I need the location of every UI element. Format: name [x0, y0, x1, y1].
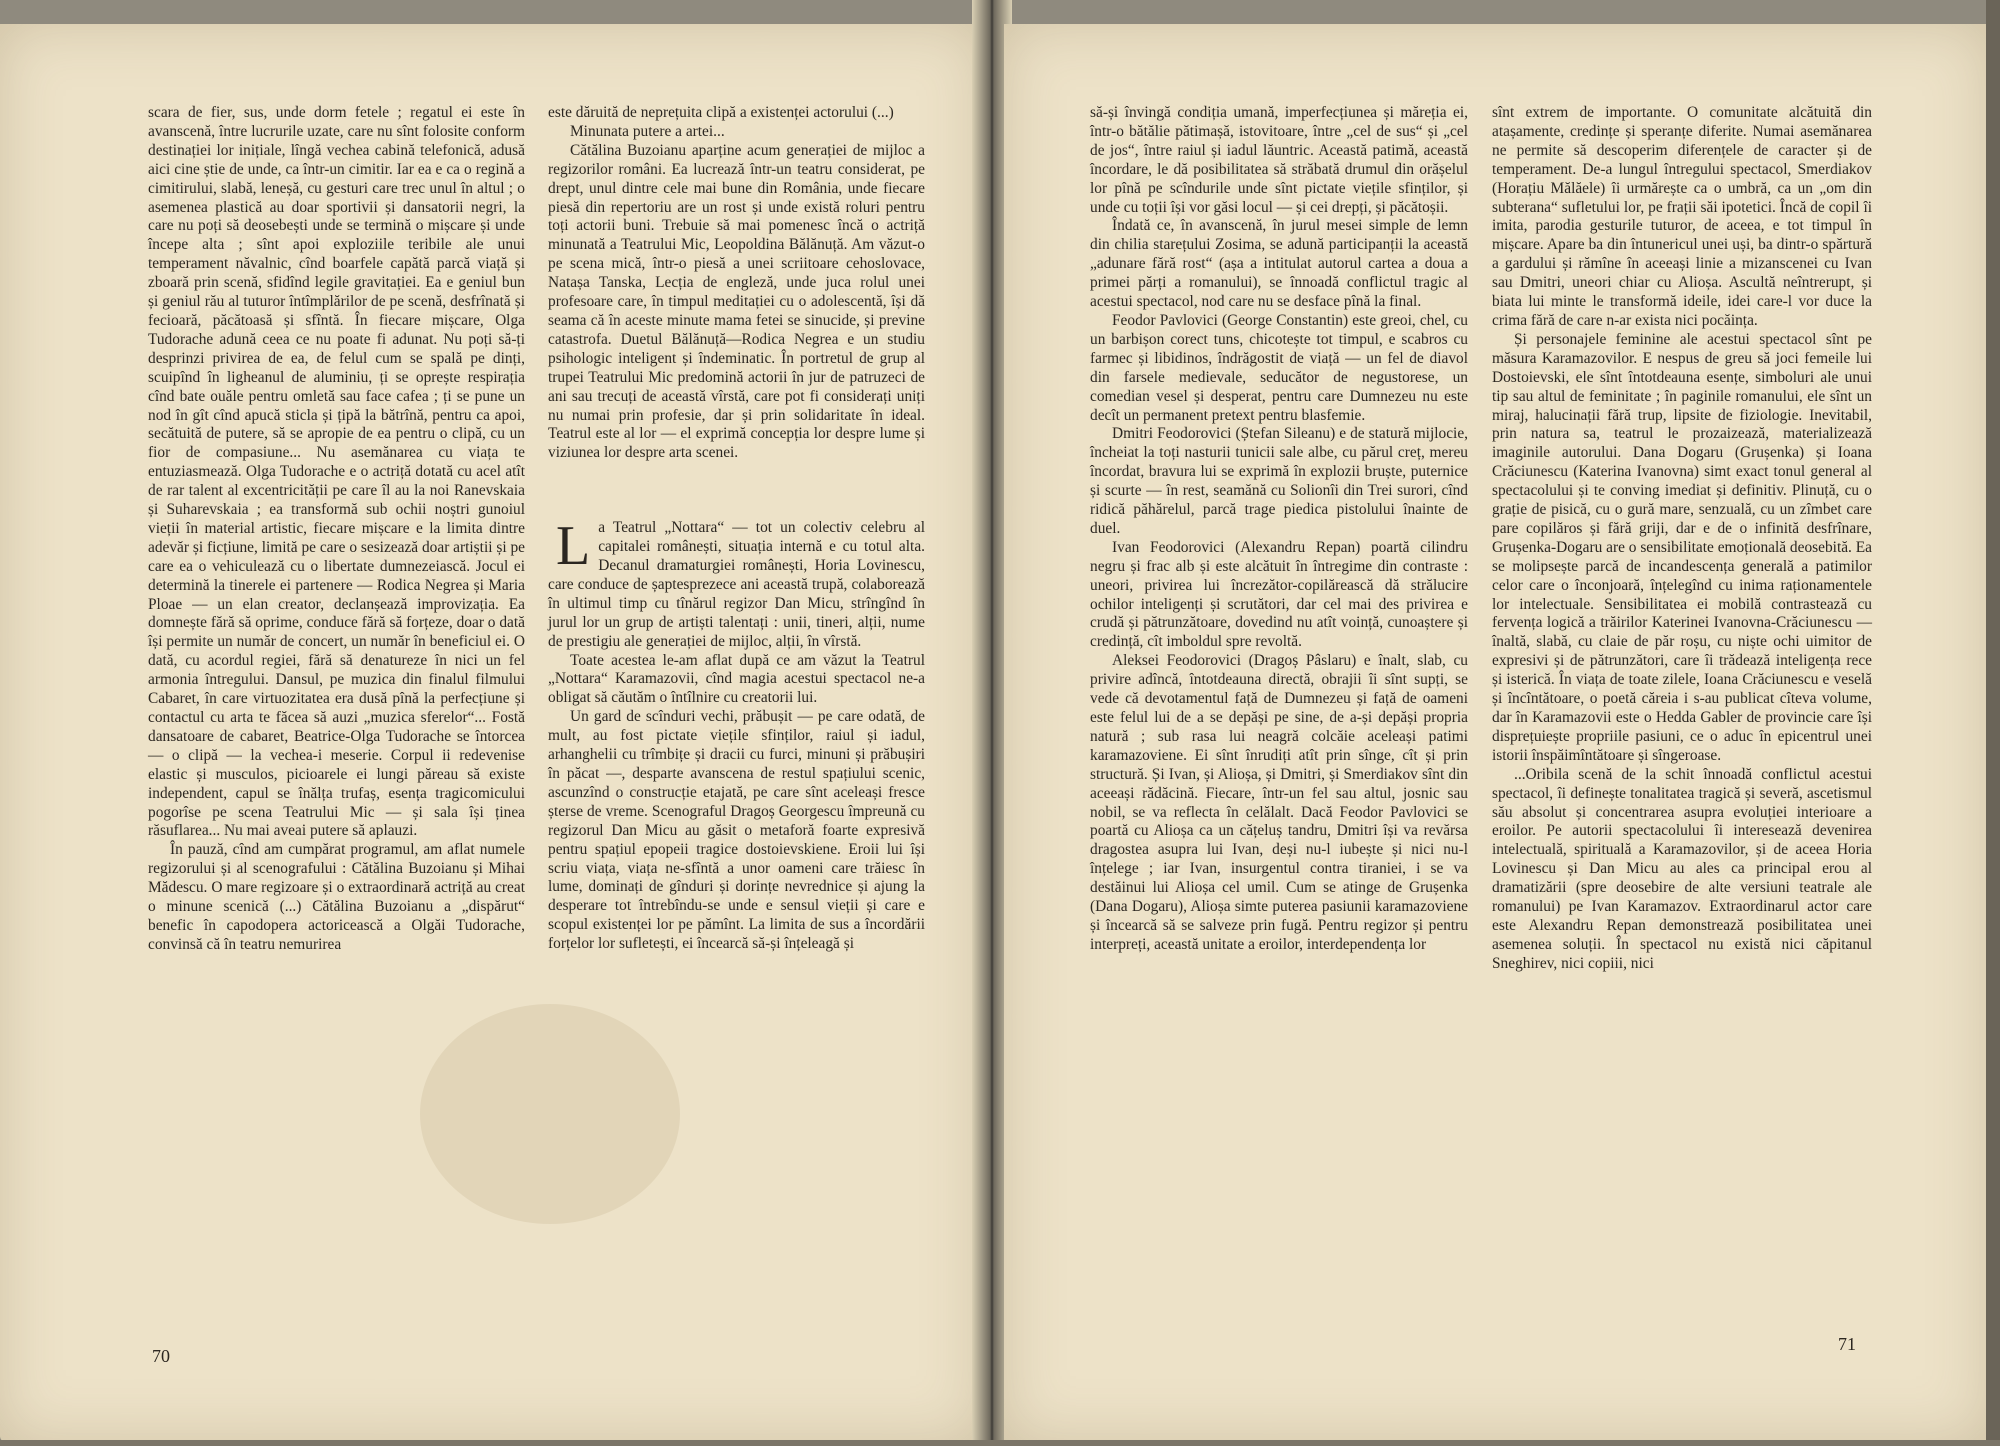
col2-paragraph-1: este dăruită de neprețuita clipă a existenței actorului (...)	[548, 104, 894, 121]
book-edge	[1986, 0, 2000, 1446]
col1-paragraph-1: scara de fier, sus, unde dorm fetele ; regatul ei este în avanscenă, între lucrurile uzate, care nu sînt folosite conform destinației lor inițiale, lîngă vechea cabină telefonică, adusă aici cine știe de unde, ca într-un cimitir. Iar ea e ca o regină a cimitirului, slabă, leneșă, cu gesturi care trec unul în altul ; o asemenea plastică au doar sportivii și dansatorii negri, la care nu poți să deosebești unde se termină o mișcare și unde începe alta ; sînt apoi exploziile teribile ale unui temperament năvalnic, cînd boarfele capătă parcă viață și zboară prin scenă, sfidînd legile gravitației. Ea e geniul bun și geniul rău al tuturor întîmplărilor de pe scenă, desfrînată și fecioară, păcătoasă și sfîntă. În fiecare mișcare, Olga Tudorache adună ceea ce nu poate fi adunat. Nu poți să-ți desprinzi privirea de ea, de felul cum se spală pe dinți, scuipînd în ligheanul de aluminiu, ți se oprește respirația cînd bate ouăle pentru omletă sau face cafea ; ți se pune un nod în gît cînd apucă sticla și țipă la bătrînă, pentru ca apoi, secătuită de putere, să se apropie de ea pentru o clipă, cu un fior de compasiune... Nu asemănarea cu viața te entuziasmează. Olga Tudorache e o actriță dotată cu acel atît de rar talent al excentricității pe care îl au la noi Ranevskaia și Suharevskaia ; ea transformă sub ochii noștri gunoiul vieții în material artistic, fiecare mișcare e la limita dintre adevăr și ficțiune, limită pe care o sesizează doar artiștii și pe care ea o vehiculează cu o libertate dumnezeiască. Jocul ei determină la tinerele ei partenere — Rodica Negrea și Maria Ploae — un elan creator, declanșează improvizația. Ea domnește fără să oprime, conduce fără să forțeze, doar o dată își permite un număr de concert, un număr în beneficiul ei. O dată, cu acordul regiei, fără să denatureze în nici un fel armonia întregului. Dansul, pe muzica din finalul filmului Cabaret, în care virtuozitatea era dusă pînă la perfecțiune și contactul cu arta te făcea să auzi „muzica sferelor“... Fostă dansatoare de cabaret, Beatrice-Olga Tudorache se întorcea — o clipă — la vechea-i meserie. Corpul ii redevenise elastic și musculos, picioarele ei lungi păreau să existe independent, capul se înălța trufaș, esența tragicomicului pogorîse pe scena Teatrului Mic — și sala își ținea răsuflarea... Nu mai aveai putere să aplauzi.	[148, 104, 525, 840]
book-bottom-edge	[0, 1440, 2000, 1446]
col4-paragraph-2: Și personajele feminine ale acestui spectacol sînt pe măsura Karamazovilor. E nespus de greu să joci femeile lui Dostoievski, ele sînt întotdeauna esențe, simboluri ale unui tip sau altul de feminitate ; în paginile romanului, ele sînt un miraj, halucinații fără trup, lipsite de fiziologie. Inevitabil, prin natura sa, teatrul le prozaizează, materializează imaginile autorului. Dana Dogaru (Grușenka) și Ioana Crăciunescu (Katerina Ivanovna) simt exact tonul general al spectacolului și te conving imediat și definitiv. Plinuță, cu o grație de pisică, cu o gură mare, senzuală, cu un zîmbet care pare copilăros și fără griji, dar e de o infinită desfrînare, Grușenka-Dogaru are o sensibilitate emoțională deosebită. Ea se molipsește parcă de incandescența generală a patimilor celor care o înconjoară, înțelegînd cu inima raționamentele lor intelectuale. Sensibilitatea ei mobilă contrastează cu fervența logică a trăirilor Katerinei Ivanovna-Crăciunescu — înaltă, slabă, cu claie de păr roșu, cu niște ochi uimitor de expresivi și de pătrunzători, care îi trădează inteligența rece și isterică. În viața de toate zilele, Ioana Crăciunescu e veselă și încîntătoare, o poetă căreia i s-au publicat cîteva volume, dar în Karamazovii este o Hedda Gabler de provincie care își disprețuiește propriile pasiuni, ce o aduc în epicentrul unei istorii înspăimîntătoare și sîngeroase.	[1492, 330, 1872, 764]
right-page	[1004, 24, 1988, 1442]
column-2	[548, 104, 925, 954]
page-number-right: 71	[1838, 1334, 1856, 1354]
col4-paragraph-1: sînt extrem de importante. O comunitate alcătuită din atașamente, credințe și speranțe diferite. Numai asemănarea ne permite să descoperim diferențele de caracter și de temperament. De-a lungul întregului spectacol, Smerdiakov (Horațiu Mălăele) îi urmărește ca o umbră, ca un „om din subterana“ sufletului lor, pe frații săi ipotetici. Încă de copil îi imita, parodia gesturile tuturor, de aceea, e tot timpul în mișcare. Apare ba din întunericul unei uși, ba dintr-o spărtură a gardului și rămîne în aceeași linie a mizanscenei cu Ivan sau Dmitri, uneori chiar cu Alioșa. Ascultă neîntrerupt, și biata lui minte le transformă ideile, idei care-l vor duce la crima fără de care n-ar exista nici pocăința.	[1492, 104, 1872, 329]
column-4	[1492, 104, 1872, 974]
column-1	[148, 104, 525, 955]
left-page	[0, 24, 982, 1442]
col2-paragraph-3: Cătălina Buzoianu aparține acum generației de mijloc a regizorilor români. Ea lucrează într-un teatru considerat, pe drept, unul dintre cele mai bune din România, unde fiecare piesă din repertoriu are un rost și unde există roluri pentru toți actorii buni. Trebuie să mai pomenesc încă o actriță minunată a Teatrului Mic, Leopoldina Bălănuță. Am văzut-o pe scena mică, într-o piesă a unei scriitoare cehoslovace, Natașa Tanska, Lecția de engleză, unde juca rolul unei profesoare care, în timpul meditației cu o adolescentă, își dă seama că în aceste minute mama fetei se sinucide, și previne catastrofa. Duetul Bălănuță—Rodica Negrea e un studiu psihologic inteligent și îndeminatic. În portretul de grup al trupei Teatrului Mic predomină actorii în jur de patruzeci de ani sau trecuți de această vîrstă, care pot fi considerați uniți nu numai prin profesie, dar și prin solidaritate în ideal. Teatrul este al lor — el exprimă concepția lor despre lume și viziunea lor despre arta scenei.	[548, 141, 925, 462]
col3-paragraph-5: Ivan Feodorovici (Alexandru Repan) poartă cilindru negru și frac alb și este alcătuit în întregime din contraste : uneori, privirea lui încrezător-copilărească dă strălucire ochilor inteligenți și scrutători, dar cel mai des privirea e crudă și pătrunzătoare, dovedind nu atît voință, cunoaștere și credință, cît imboldul spre revoltă.	[1090, 538, 1468, 651]
section-start	[548, 515, 925, 954]
column-3	[1090, 104, 1468, 955]
paper-stain	[420, 1004, 680, 1224]
col2-paragraph-2: Minunata putere a artei...	[570, 122, 725, 140]
col3-paragraph-3: Feodor Pavlovici (George Constantin) este greoi, chel, cu un barbișon corect tuns, chicotește tot timpul, e scabros cu farmec și libidinos, îndrăgostit de viață — un fel de diavol din farsele medievale, seducător de negustorese, un comedian vesel și desperat, pentru care Dumnezeu nu este decît un permanent pretext pentru blasfemie.	[1090, 311, 1468, 424]
col3-paragraph-6: Aleksei Feodorovici (Dragoș Pâslaru) e înalt, slab, cu privire adîncă, întotdeauna directă, obrajii îi sînt supți, se vede că devotamentul față de Dumnezeu și față de oameni este felul lui de a se depăși pe sine, de a-și depăși propria natură ; sub rasa lui neagră colcăie aceleași patimi karamazoviene. Ei sînt înrudiți atît prin sînge, cît și prin structură. Și Ivan, și Alioșa, și Dmitri, și Smerdiakov sînt din aceeași rădăcină. Fiecare, într-un fel sau altul, josnic sau nobil, se va reflecta în celălalt. Dacă Feodor Pavlovici se poartă cu Alioșa ca un cățeluș tandru, Dmitri își va revărsa dragostea asupra lui Ivan, deși nu-l iubește și nici nu-l înțelege ; iar Ivan, insurgentul contra tiraniei, i se va destăinui lui Alioșa cel umil. Cum se atinge de Grușenka (Dana Dogaru), Alioșa simte puterea pasiunii karamazoviene și încearcă să se salveze prin fugă. Pentru regizor și pentru interpreți, această unitate a eroilor, interdependența lor	[1090, 652, 1468, 953]
col2-paragraph-5: Toate acestea le-am aflat după ce am văzut la Teatrul „Nottara“ Karamazovii, cînd magia acestui spectacol ne-a obligat să căutăm o întîlnire cu creatorii lui.	[548, 651, 925, 707]
drop-cap: L	[556, 515, 591, 578]
col3-paragraph-2: Îndată ce, în avanscenă, în jurul mesei simple de lemn din chilia starețului Zosima, se adună participanții la această „adunare fără rost“ (așa a intitulat autorul cartea a doua a primei părți a romanului), se înnoadă conflictul tragic al acestui spectacol, nod care nu se desface pînă la final.	[1090, 217, 1468, 311]
col3-paragraph-4: Dmitri Feodorovici (Ștefan Sileanu) e de statură mijlocie, încheiat la toți nasturii tunicii sale albe, cu părul creț, mereu încordat, bravura lui se exprimă în explozii bruște, puternice și scurte — în rest, seamănă cu Solionîi din Trei surori, cînd ridică păhărelul, parcă trage piedica pistolului înainte de duel.	[1090, 425, 1468, 537]
col2-paragraph-6: Un gard de scînduri vechi, prăbușit — pe care odată, de mult, au fost pictate viețile sfinților, raiul și iadul, arhanghelii cu trîmbițe și dracii cu furci, minuni și prăbușiri în păcat —, desparte avanscena de restul spațiului scenic, ascunzînd o construcție etajată, pe care sînt aceleași fresce șterse de vreme. Scenograful Dragoș Georgescu împreună cu regizorul Dan Micu au găsit o metaforă foarte expresivă pentru spațiul epopeii tragice dostoievskiene. Eroii lui își scriu viața, viața ne-sfîntă a unor oameni care trăiesc în lume, dominați de gînduri și dorințe nevrednice și ajung la desperare tot întrebîndu-se unde e sensul vieții și care e scopul existenței lor pe pămînt. La limita de sus a încordării forțelor lor sufletești, ei încearcă să-și înțeleagă și	[548, 708, 925, 953]
col4-paragraph-3: ...Oribila scenă de la schit înnoadă conflictul acestui spectacol, îi definește tonalitatea tragică și severă, ascetismul său absolut și concentrarea asupra evoluției interioare a eroilor. Pe autorii spectacolului îi interesează devenirea intelectuală, spirituală a Karamazovilor, și de aceea Horia Lovinescu și Dan Micu au ales ca principal erou al dramatizării (spre deosebire de alte versiuni teatrale ale romanului) pe Ivan Karamazov. Extraordinarul actor care este Alexandru Repan demonstrează posibilitatea unei asemenea soluții. În spectacol nu există nici căpitanul Sneghirev, nici copiii, nici	[1492, 765, 1872, 972]
col1-paragraph-2: În pauză, cînd am cumpărat programul, am aflat numele regizorului și al scenografului : Cătălina Buzoianu și Mihai Mădescu. O mare regizoare și o extraordinară actriță au creat o minune scenică (...) Cătălina Buzoianu a „dispărut“ benefic în capodopera actoricească a Olgăi Tudorache, convinsă că în teatru nemurirea	[148, 841, 525, 953]
col3-paragraph-1: să-și învingă condiția umană, imperfecțiunea și măreția ei, într-o bătălie pătimașă, istovitoare, între „cel de sus“ și „cel de jos“, între raiul și iadul lăuntric. Această patimă, această încordare, le dă posibilitatea să străbată drumul din orășelul lor pînă pe scîndurile unde sînt pictate viețile sfinților, și unde cu toții își vor găsi locul — și cei drepți, și păcătoșii.	[1090, 104, 1468, 216]
col2-paragraph-4: a Teatrul „Nottara“ — tot un colectiv celebru al capitalei românești, situația internă e cu totul alta. Decanul dramaturgiei românești, Horia Lovinescu, care conduce de șaptesprezece ani această trupă, colaborează în ultimul timp cu tînărul regizor Dan Micu, strîngînd în jurul lor un grup de artiști talentați : unii, tineri, alții, nume de prestigiu ale generației de mijloc, alții, în vîrstă.	[548, 519, 925, 650]
page-number-left: 70	[152, 1346, 170, 1366]
